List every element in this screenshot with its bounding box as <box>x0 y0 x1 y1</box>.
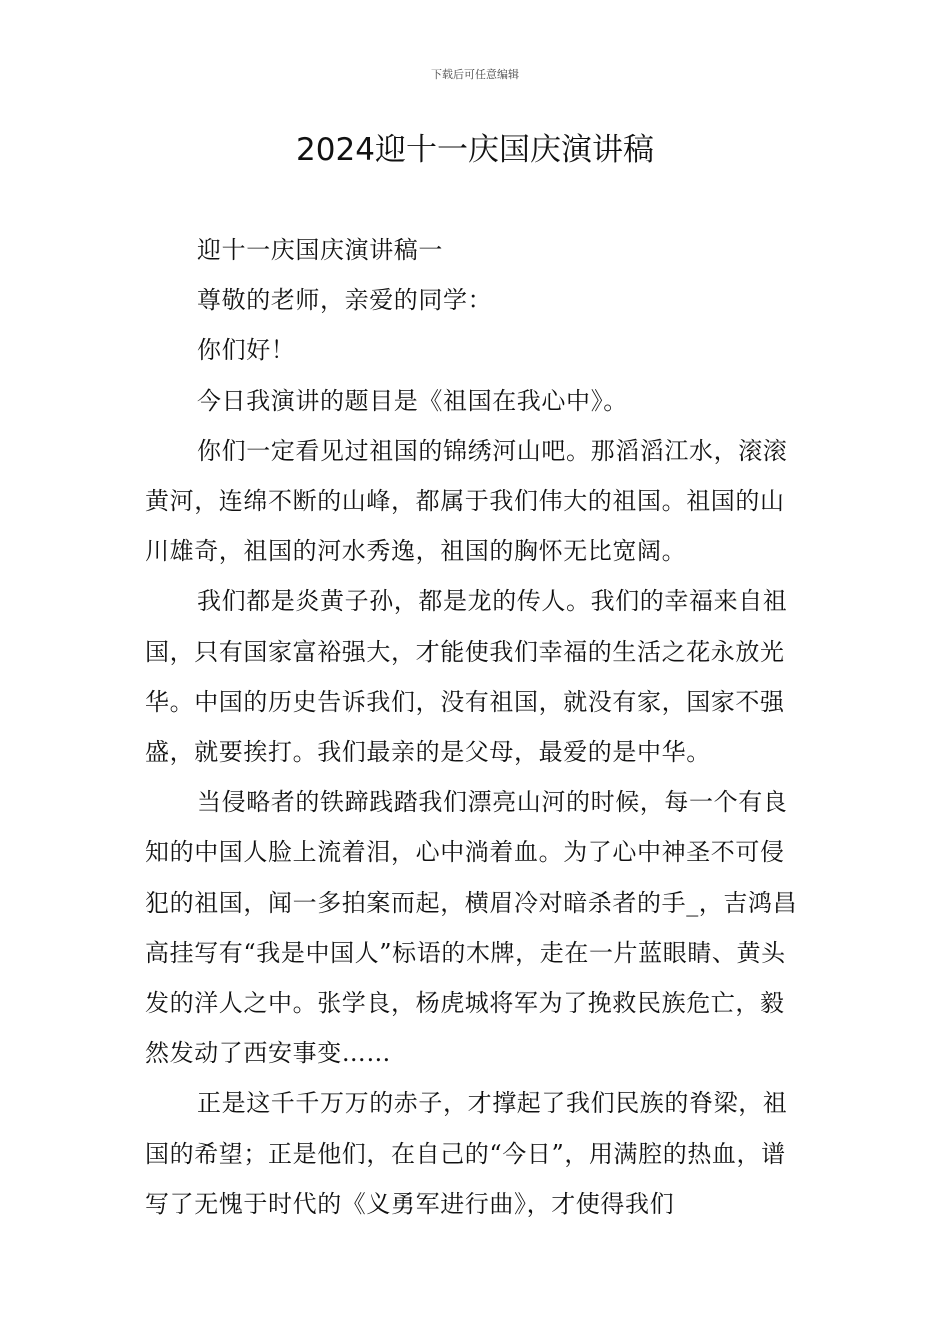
paragraph-topic: 今日我演讲的题目是《祖国在我心中》。 <box>197 386 628 415</box>
paragraph-body-1: 你们一定看见过祖国的锦绣河山吧。那滔滔江水，滚滚黄河，连绵不断的山峰，都属于我们伟大的祖国。祖国的山川雄奇，祖国的河水秀逸，祖国的胸怀无比宽阔。 <box>145 436 788 566</box>
paragraph-body-2: 我们都是炎黄子孙，都是龙的传人。我们的幸福来自祖国，只有国家富裕强大，才能使我们幸福的生活之花永放光华。中国的历史告诉我们，没有祖国，就没有家，国家不强盛，就要挨打。我们最亲的是父母，最爱的是中华。 <box>145 587 788 767</box>
paragraph-subtitle: 迎十一庆国庆演讲稿一 <box>197 236 443 264</box>
paragraph-greeting: 你们好！ <box>197 336 296 365</box>
document-title: 2024迎十一庆国庆演讲稿 <box>296 132 654 168</box>
paragraph-body-4: 正是这千千万万的赤子，才撑起了我们民族的脊梁，祖国的希望；正是他们，在自己的“今日”，用满腔的热血，谱写了无愧于时代的《义勇军进行曲》，才使得我们 <box>145 1089 788 1218</box>
paragraph-body-3: 当侵略者的铁蹄践踏我们漂亮山河的时候，每一个有良知的中国人脸上流着泪，心中淌着血。为了心中神圣不可侵犯的祖国，闻一多拍案而起，横眉冷对暗杀者的手_，吉鸿昌高挂写有“我是中国人”标语的木牌，走在一片蓝眼睛、黄头发的洋人之中。张学良，杨虎城将军为了挽救民族危亡，毅然发动了西安事变…… <box>145 788 798 1068</box>
document-body <box>145 225 807 1229</box>
paragraph-salutation: 尊敬的老师，亲爱的同学： <box>197 286 493 315</box>
header-note: 下载后可任意编辑 <box>431 68 519 81</box>
